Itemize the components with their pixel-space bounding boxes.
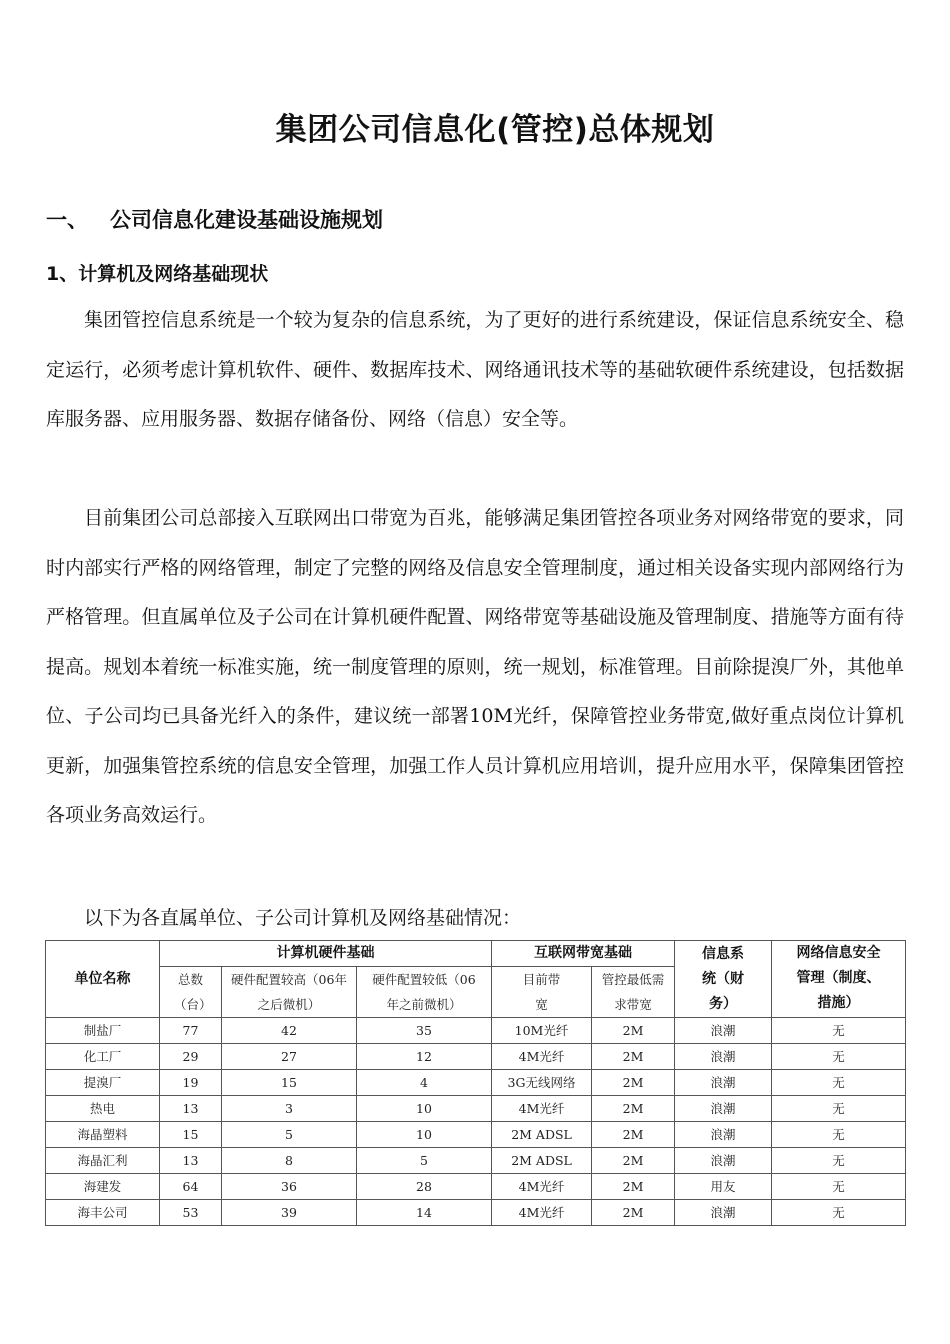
cell-unit: 海建发 [46, 1174, 160, 1200]
cell-high: 8 [222, 1148, 357, 1174]
header-high-config: 硬件配置较高（06年之后微机） [222, 967, 357, 1018]
cell-min-bw: 2M [592, 1096, 675, 1122]
cell-min-bw: 2M [592, 1174, 675, 1200]
cell-min-bw: 2M [592, 1148, 675, 1174]
table-row [46, 1122, 906, 1148]
header-current-bandwidth: 目前带宽 [492, 967, 592, 1018]
header-min-bandwidth: 管控最低需求带宽 [592, 967, 675, 1018]
cell-info-system: 浪潮 [675, 1148, 772, 1174]
cell-min-bw: 2M [592, 1200, 675, 1226]
section-title: 公司信息化建设基础设施规划 [110, 208, 383, 232]
table-row [46, 1070, 906, 1096]
cell-high: 3 [222, 1096, 357, 1122]
table-row [46, 1174, 906, 1200]
cell-total: 64 [160, 1174, 222, 1200]
cell-info-system: 浪潮 [675, 1122, 772, 1148]
cell-security: 无 [772, 1200, 906, 1226]
cell-low: 4 [357, 1070, 492, 1096]
cell-security: 无 [772, 1018, 906, 1044]
header-info-system: 信息系统（财务） [675, 941, 772, 1018]
cell-low: 14 [357, 1200, 492, 1226]
cell-unit: 制盐厂 [46, 1018, 160, 1044]
cell-high: 39 [222, 1200, 357, 1226]
cell-current-bw: 2M ADSL [492, 1148, 592, 1174]
cell-current-bw: 4M光纤 [492, 1044, 592, 1070]
cell-security: 无 [772, 1148, 906, 1174]
cell-min-bw: 2M [592, 1044, 675, 1070]
cell-unit: 化工厂 [46, 1044, 160, 1070]
cell-low: 5 [357, 1148, 492, 1174]
cell-low: 10 [357, 1096, 492, 1122]
header-security: 网络信息安全管理（制度、措施） [772, 941, 906, 1018]
header-bandwidth: 互联网带宽基础 [492, 941, 675, 967]
cell-info-system: 浪潮 [675, 1044, 772, 1070]
cell-current-bw: 10M光纤 [492, 1018, 592, 1044]
cell-current-bw: 4M光纤 [492, 1200, 592, 1226]
cell-unit: 提溴厂 [46, 1070, 160, 1096]
header-total: 总数（台） [160, 967, 222, 1018]
section-heading [46, 204, 383, 234]
cell-current-bw: 2M ADSL [492, 1122, 592, 1148]
cell-info-system: 用友 [675, 1174, 772, 1200]
cell-low: 28 [357, 1174, 492, 1200]
cell-unit: 海晶塑料 [46, 1122, 160, 1148]
section-number: 一、 [46, 208, 88, 232]
cell-unit: 海晶汇利 [46, 1148, 160, 1174]
paragraph-2: 目前集团公司总部接入互联网出口带宽为百兆，能够满足集团管控各项业务对网络带宽的要求，同时内部实行严格的网络管理，制定了完整的网络及信息安全管理制度，通过相关设备实现内部网络行为严格管理。但直属单位及子公司在计算机硬件配置、网络带宽等基础设施及管理制度、措施等方面有待提高。规划本着统一标准实施，统一制度管理的原则，统一规划，标准管理。目前除提溴厂外，其他单位、子公司均已具备光纤入的条件，建议统一部署10M光纤，保障管控业务带宽,做好重点岗位计算机更新，加强集管控系统的信息安全管理，加强工作人员计算机应用培训，提升应用水平，保障集团管控各项业务高效运行。 [46, 507, 904, 826]
cell-total: 13 [160, 1096, 222, 1122]
cell-total: 15 [160, 1122, 222, 1148]
cell-security: 无 [772, 1044, 906, 1070]
infrastructure-table [45, 940, 906, 1226]
table-row [46, 1200, 906, 1226]
cell-current-bw: 3G无线网络 [492, 1070, 592, 1096]
table-row [46, 1096, 906, 1122]
cell-unit: 海丰公司 [46, 1200, 160, 1226]
cell-current-bw: 4M光纤 [492, 1174, 592, 1200]
cell-info-system: 浪潮 [675, 1070, 772, 1096]
subsection-heading: 1、计算机及网络基础现状 [46, 263, 269, 285]
header-hardware: 计算机硬件基础 [160, 941, 492, 967]
paragraph-1: 集团管控信息系统是一个较为复杂的信息系统，为了更好的进行系统建设，保证信息系统安全、稳定运行，必须考虑计算机软件、硬件、数据库技术、网络通讯技术等的基础软硬件系统建设，包括数据库服务器、应用服务器、数据存储备份、网络（信息）安全等。 [46, 309, 904, 430]
cell-security: 无 [772, 1122, 906, 1148]
cell-total: 77 [160, 1018, 222, 1044]
cell-security: 无 [772, 1096, 906, 1122]
cell-high: 27 [222, 1044, 357, 1070]
cell-info-system: 浪潮 [675, 1200, 772, 1226]
header-low-config: 硬件配置较低（06年之前微机） [357, 967, 492, 1018]
cell-min-bw: 2M [592, 1018, 675, 1044]
cell-info-system: 浪潮 [675, 1096, 772, 1122]
cell-min-bw: 2M [592, 1122, 675, 1148]
cell-info-system: 浪潮 [675, 1018, 772, 1044]
cell-total: 53 [160, 1200, 222, 1226]
cell-security: 无 [772, 1174, 906, 1200]
cell-unit: 热电 [46, 1096, 160, 1122]
cell-security: 无 [772, 1070, 906, 1096]
cell-high: 42 [222, 1018, 357, 1044]
cell-high: 36 [222, 1174, 357, 1200]
cell-low: 10 [357, 1122, 492, 1148]
cell-total: 13 [160, 1148, 222, 1174]
header-unit: 单位名称 [46, 941, 160, 1018]
table-row [46, 1044, 906, 1070]
cell-high: 5 [222, 1122, 357, 1148]
cell-low: 12 [357, 1044, 492, 1070]
document-title: 集团公司信息化(管控)总体规划 [275, 112, 715, 148]
cell-low: 35 [357, 1018, 492, 1044]
table-row [46, 1018, 906, 1044]
cell-total: 29 [160, 1044, 222, 1070]
cell-min-bw: 2M [592, 1070, 675, 1096]
cell-total: 19 [160, 1070, 222, 1096]
table-row [46, 1148, 906, 1174]
cell-high: 15 [222, 1070, 357, 1096]
cell-current-bw: 4M光纤 [492, 1096, 592, 1122]
table-intro: 以下为各直属单位、子公司计算机及网络基础情况： [84, 907, 522, 929]
